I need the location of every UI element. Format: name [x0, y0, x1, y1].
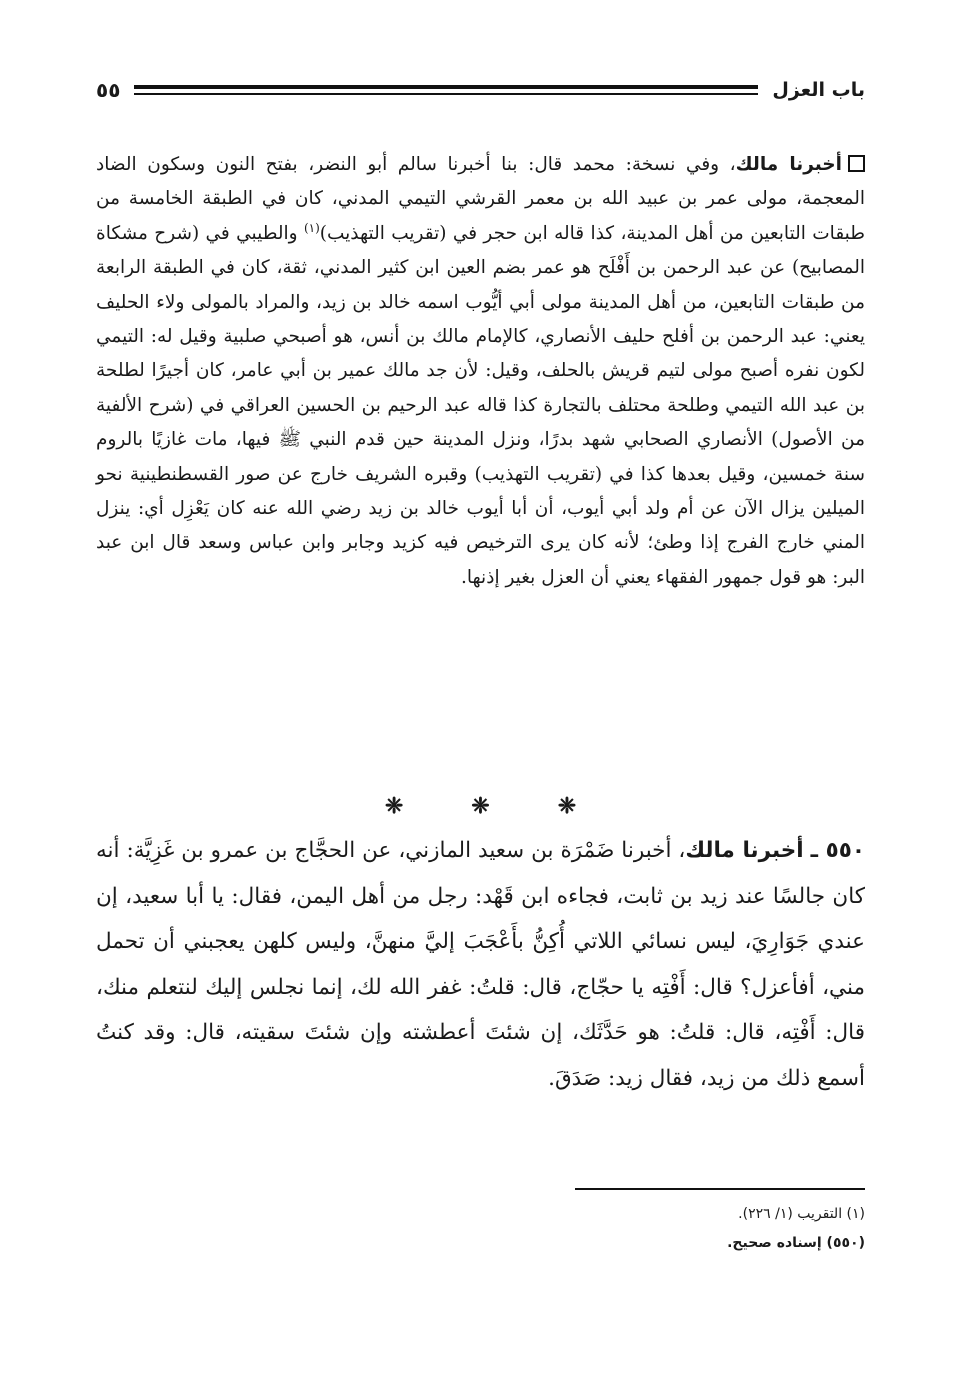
running-title: باب العزل — [772, 79, 865, 101]
header-rule — [134, 85, 758, 95]
header-rule-thick — [134, 85, 758, 89]
footnote-2: (٥٥٠) إسناده صحيح. — [727, 1235, 865, 1251]
footnote-1: (١) التقريب (١/ ٢٢٦). — [738, 1206, 865, 1222]
star-ornament-icon: ❈ — [384, 793, 404, 819]
hadith-paragraph — [96, 828, 865, 1102]
star-ornament-icon: ❈ — [471, 793, 490, 819]
section-separator — [0, 793, 961, 819]
commentary-lead: أخبرنا مالك — [735, 154, 842, 175]
hadith-number: ٥٥٠ ـ — [810, 838, 865, 863]
square-marker-icon — [848, 155, 865, 172]
hadith-text: ، أخبرنا ضَمْرَة بن سعيد المازني، عن الحجَّاج بن عمرو بن غَزِيَّة: أنه كان جالسًا عند زيد بن ثابت، فجاءه ابن قَهْد: رجل من أهل اليمن، فقال: يا أبا سعيد، إن عندي جَوَارِيَ، ليس نسائي اللاتي أُكِنُّ بأَعْجَبَ إليَّ منهنَّ، وليس كلهن يعجبني أن تحمل مني، أفأعزل؟ قال: أَفْتِه يا حجّاج، قال: قلتُ: غفر الله لك، إنما نجلس إليك لنتعلم منك، قال: أَفْتِه، قال: قلتُ: هو حَدَّثَك، إن شئتَ أعطشته وإن شئتَ سقيته، قال: وقد كنتُ أسمع ذلك من زيد، فقال زيد: صَدَقَ. — [96, 838, 865, 1091]
footnote-reference: (١) — [303, 220, 320, 235]
commentary-text-2: والطيبي في (شرح مشكاة المصابيح) عن عبد الرحمن بن أَفْلَح هو عمر بضم العين ابن كثير المدني، ثقة، كان في الطبقة الرابعة من طبقات التابعين، من أهل المدينة مولى أبي أيُّوب اسمه خالد بن زيد، والمراد بالمولى ولاء الحليف يعني: عبد الرحمن بن أفلح حليف الأنصاري، كالإمام مالك بن أنس، هو أصبحي صلبية وقيل له: التيمي لكون نفره أصبح مولى لتيم قريش بالحلف، وقيل: لأن جد مالك عمير بن أبي عامر، كان أجيرًا لطلحة بن عبد الله التيمي وطلحة محتلف بالتجارة كذا قاله عبد الرحيم بن الحسين العراقي في (شرح الألفية من الأصول) الأنصاري الصحابي شهد بدرًا، ونزل المدينة حين قدم النبي ﷺ فيها، مات غازيًا بالروم سنة خمسين، وقيل بعدها كذا في (تقريب التهذيب) وقبره الشريف خارج عن صور القسطنطينية نحو الميلين يزال الآن عن أم ولد أبي أيوب، أن أبا أيوب خالد بن زيد رضي الله عنه كان يَعْزِل أي: ينزل المني خارج الفرج إذا وطئ؛ لأنه كان يرى الترخيص فيه كزيد وجابر وابن عباس وسعد قال ابن عبد البر: هو قول جمهور الفقهاء يعني أن العزل بغير إذنها. — [96, 222, 866, 588]
page-number: ٥٥ — [96, 78, 121, 102]
hadith-lead: أخبرنا مالك — [685, 838, 804, 863]
running-header — [96, 72, 865, 108]
footnotes — [96, 1200, 865, 1258]
commentary-text-1: ، وفي نسخة: محمد قال: بنا أخبرنا سالم أبو النضر، بفتح النون وسكون الضاد المعجمة، مولى عمر بن عبيد الله بن معمر القرشي التيمي المدني، كان في الطبقة الخامسة من طبقات التابعين من أهل المدينة، كذا قاله ابن حجر في (تقريب التهذيب) — [96, 154, 865, 244]
footnote-divider — [575, 1188, 865, 1190]
commentary-paragraph — [96, 148, 865, 595]
header-rule-thin — [134, 93, 758, 95]
star-ornament-icon: ❈ — [557, 793, 577, 819]
